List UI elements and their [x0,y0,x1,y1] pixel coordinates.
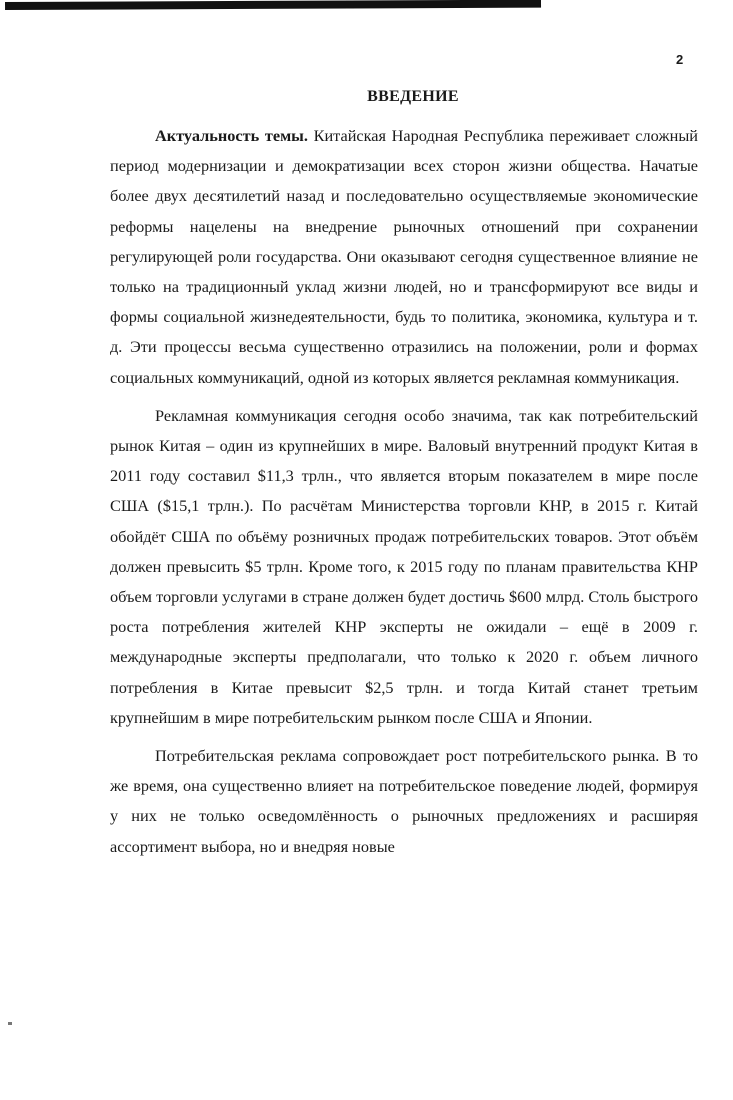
page-number: 2 [676,52,684,67]
scan-edge-bar [5,0,541,10]
paragraph-relevance [110,121,698,393]
paragraph-text: Рекламная коммуникация сегодня особо значима, так как потребительский рынок Китая – один из крупнейших в мире. Валовый внутренний продукт Китая в 2011 году составил $11,3 трлн., что является вторым показателем в мире после США ($15,1 трлн.). По расчётам Министерства торговли КНР, в 2015 г. Китай обойдёт США по объёму розничных продаж потребительских товаров. Этот объём должен превысить $5 трлн. Кроме того, к 2015 году по планам правительства КНР объем торговли услугами в стране должен будет достичь $600 млрд. Столь быстрого роста потребления жителей КНР эксперты не ожидали – ещё в 2009 г. международные эксперты предполагали, что только к 2020 г. объем личного потребления в Китае превысит $2,5 трлн. и тогда Китай станет третьим крупнейшим в мире потребительским рынком после США и Японии. [110,405,698,727]
paragraph-consumer-ads [110,741,698,862]
section-title: ВВЕДЕНИЕ [367,88,459,105]
paragraph-market [110,401,698,733]
paragraph-lead: Актуальность темы. [155,126,308,145]
paragraph-text: Китайская Народная Республика переживает сложный период модернизации и демократизации всех сторон жизни общества. Начатые более двух десятилетий назад и последовательно осуществляемые экономические реформы нацелены на внедрение рыночных отношений при сохранении регулирующей роли государства. Они оказывают сегодня существенное влияние не только на традиционный уклад жизни людей, но и трансформируют все виды и формы социальной жизнедеятельности, будь то политика, экономика, культура и т. д. Эти процессы весьма существенно отразились на положении, роли и формах социальных коммуникаций, одной из которых является рекламная коммуникация. [110,126,698,387]
paragraph-text: Потребительская реклама сопровождает рост потребительского рынка. В то же время, она существенно влияет на потребительское поведение людей, формируя у них не только осведомлённость о рыночных предложениях и расширяя ассортимент выбора, но и внедряя новые [110,746,698,856]
document-body [110,121,698,862]
scan-speck [8,1022,12,1025]
